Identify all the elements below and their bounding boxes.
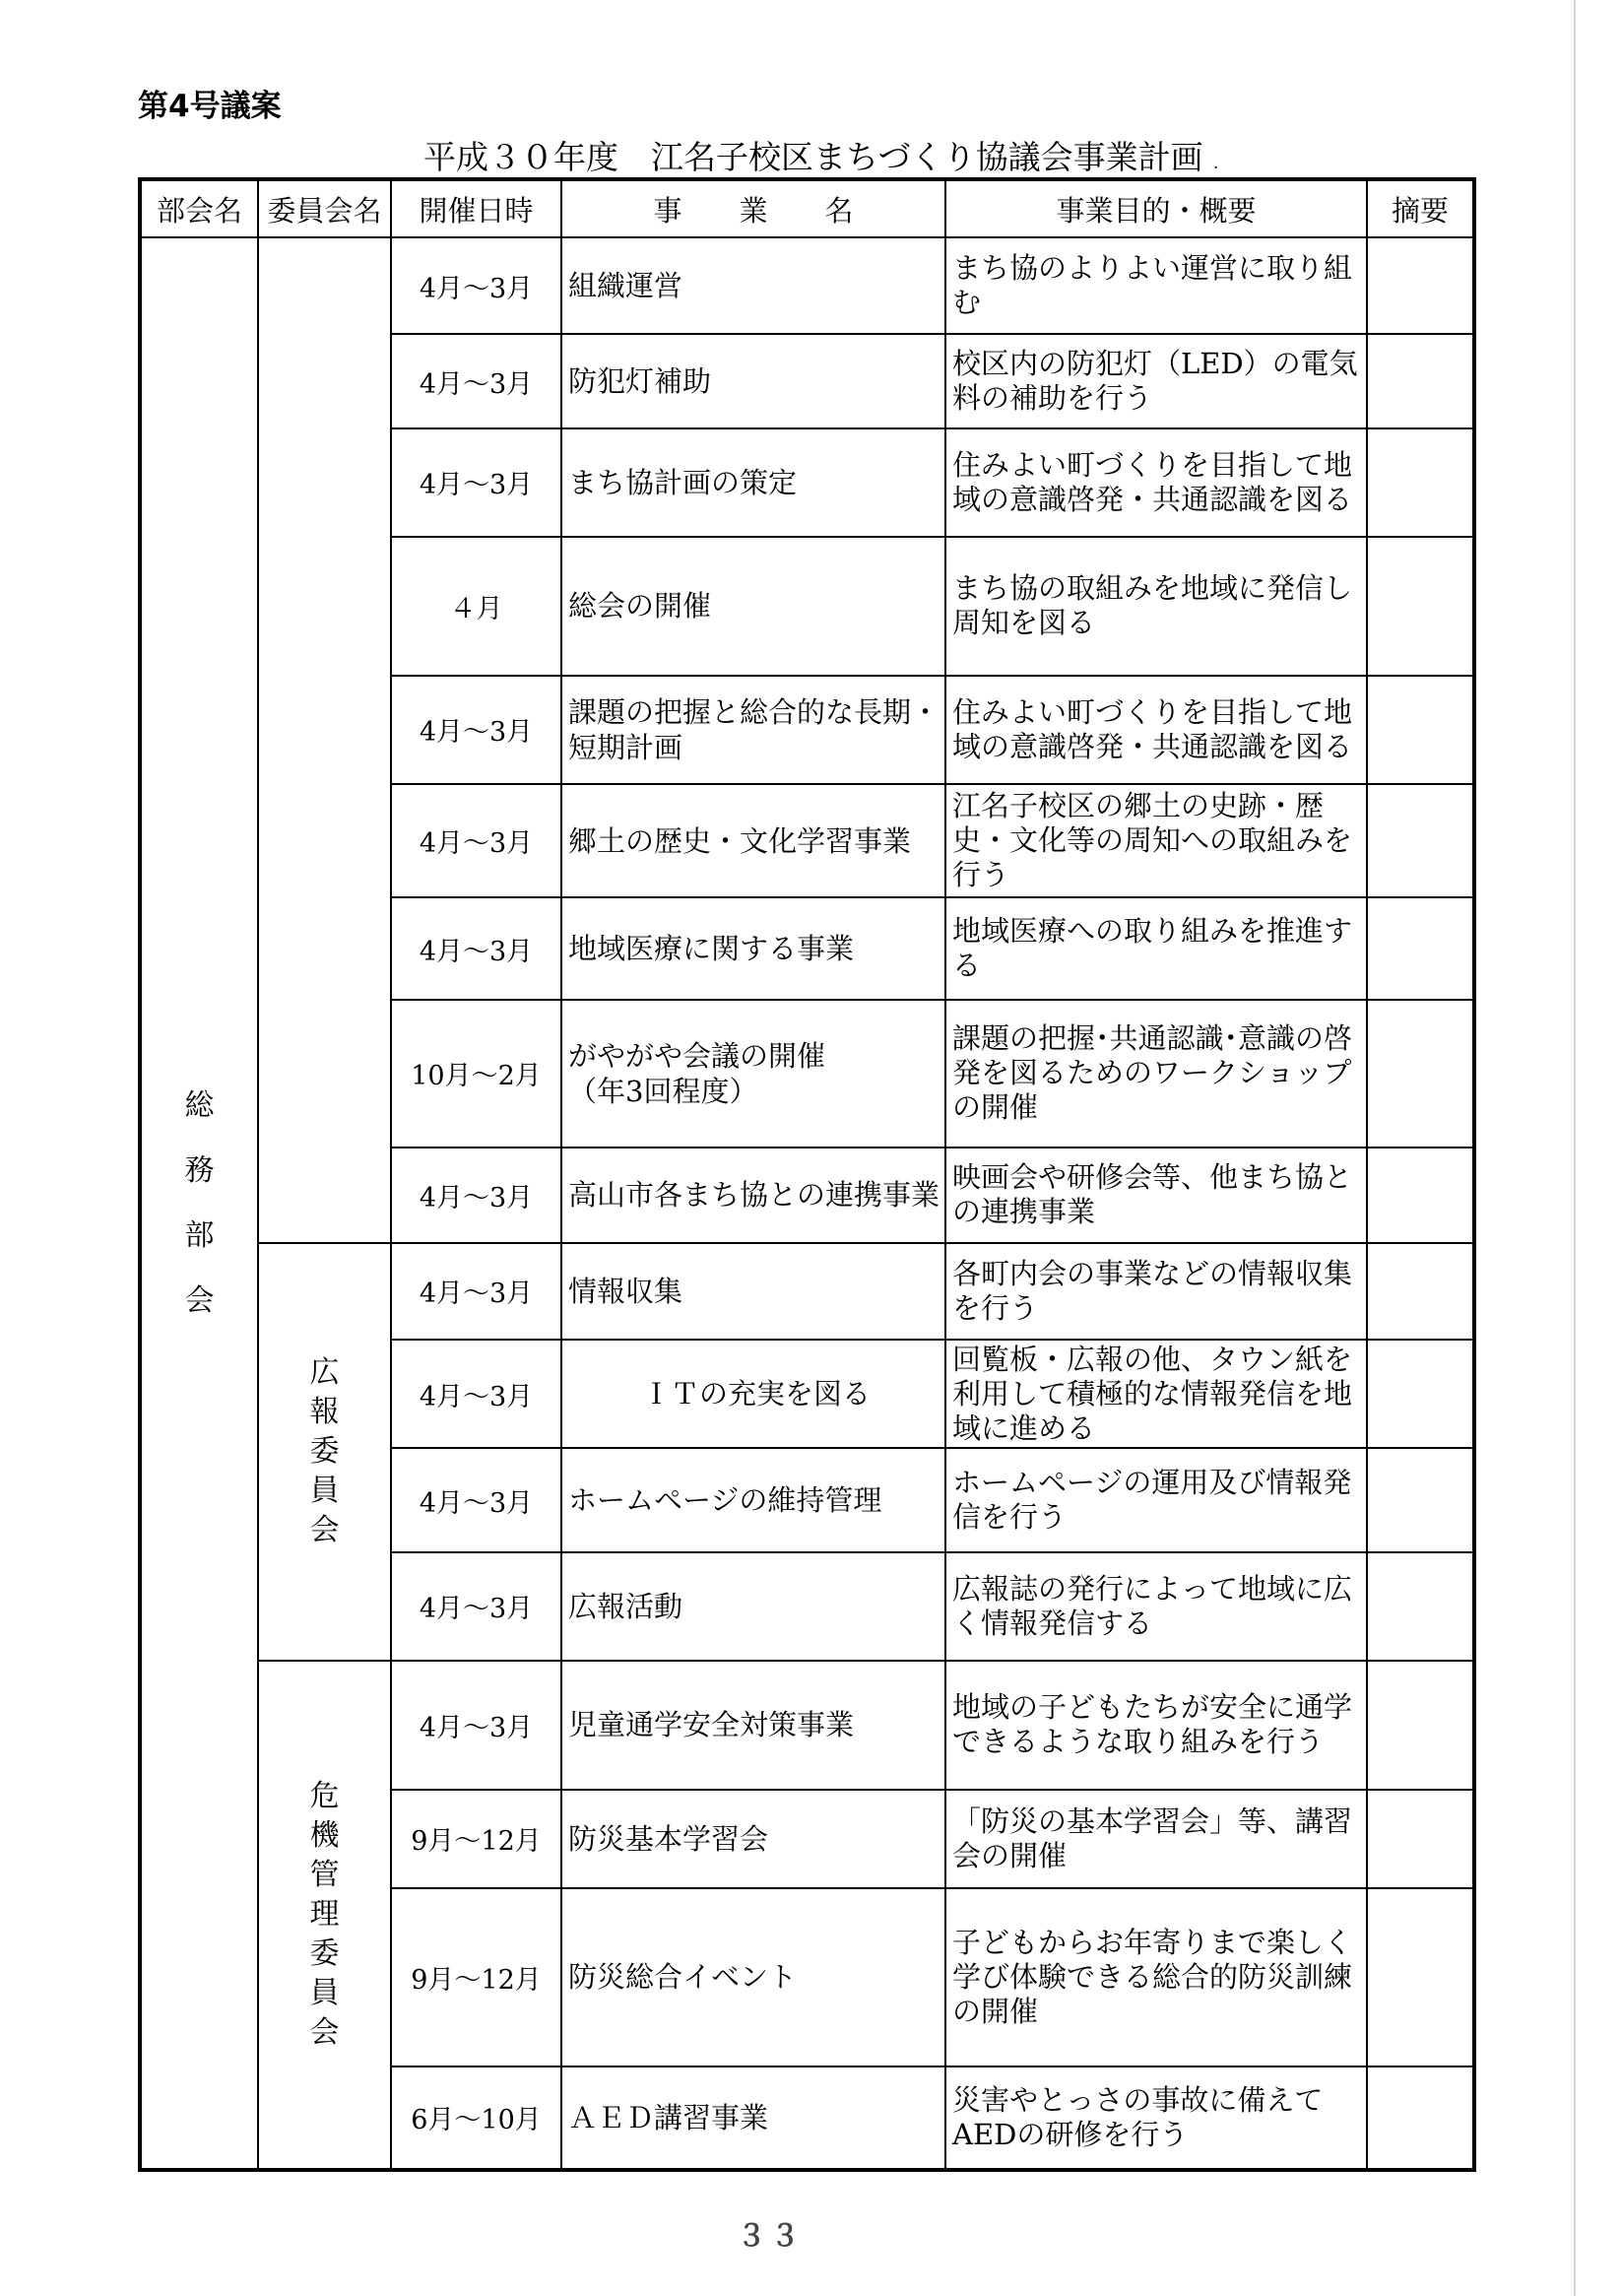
row-purpose: 課題の把握･共通認識･意識の啓発を図るためのワークショップの開催: [945, 1000, 1367, 1148]
row-remarks: [1367, 1448, 1474, 1551]
committee-name-pr: 広報委員会: [309, 1354, 340, 1547]
row-purpose: 住みよい町づくりを目指して地域の意識啓発・共通認識を図る: [945, 428, 1367, 537]
row-purpose: まち協の取組みを地域に発信し周知を図る: [945, 537, 1367, 676]
row-project: 総会の開催: [561, 537, 945, 676]
col-header-date: 開催日時: [391, 179, 561, 237]
row-date: 4月～3月: [391, 784, 561, 897]
table-header-row: [140, 179, 1474, 237]
row-purpose: まち協のよりよい運営に取り組む: [945, 237, 1367, 334]
row-date: ４月: [391, 537, 561, 676]
document-title: [423, 132, 1218, 178]
row-project: まち協計画の策定: [561, 428, 945, 537]
row-date: 4月～3月: [391, 237, 561, 334]
row-remarks: [1367, 237, 1474, 334]
row-project: ホームページの維持管理: [561, 1448, 945, 1551]
col-header-remarks: 摘要: [1367, 179, 1474, 237]
col-header-department: 部会名: [140, 179, 258, 237]
row-remarks: [1367, 784, 1474, 897]
row-project: 郷土の歴史・文化学習事業: [561, 784, 945, 897]
committee-cell-1: [258, 237, 391, 1243]
row-project: 課題の把握と総合的な長期・短期計画: [561, 676, 945, 784]
row-project: 広報活動: [561, 1552, 945, 1661]
row-date: 9月～12月: [391, 1888, 561, 2066]
title-mark: .: [1213, 154, 1219, 172]
row-project: 情報収集: [561, 1243, 945, 1340]
row-remarks: [1367, 334, 1474, 427]
row-purpose: 回覧板・広報の他、タウン紙を利用して積極的な情報発信を地域に進める: [945, 1340, 1367, 1448]
col-header-committee: 委員会名: [258, 179, 391, 237]
row-project-line1: がやがや会議の開催: [568, 1038, 826, 1073]
row-project: 高山市各まち協との連携事業: [561, 1148, 945, 1242]
row-date: 9月～12月: [391, 1790, 561, 1888]
row-remarks: [1367, 428, 1474, 537]
row-purpose: 「防災の基本学習会」等、講習会の開催: [945, 1790, 1367, 1888]
row-project: ＡＥＤ講習事業: [561, 2066, 945, 2170]
col-header-purpose: 事業目的・概要: [945, 179, 1367, 237]
row-date: 4月～3月: [391, 1661, 561, 1789]
row-date: 4月～3月: [391, 1148, 561, 1242]
row-remarks: [1367, 1552, 1474, 1661]
row-remarks: [1367, 1148, 1474, 1242]
row-purpose: 地域の子どもたちが安全に通学できるような取り組みを行う: [945, 1661, 1367, 1789]
row-remarks: [1367, 2066, 1474, 2170]
committee-name-crisis: 危機管理委員会: [309, 1779, 340, 2051]
col-header-project: 事 業 名: [561, 179, 945, 237]
row-purpose: 映画会や研修会等、他まち協との連携事業: [945, 1148, 1367, 1242]
row-purpose: ホームページの運用及び情報発信を行う: [945, 1448, 1367, 1551]
row-remarks: [1367, 1340, 1474, 1448]
row-purpose: 広報誌の発行によって地域に広く情報発信する: [945, 1552, 1367, 1661]
row-purpose: 災害やとっさの事故に備えてAEDの研修を行う: [945, 2066, 1367, 2170]
row-purpose: 住みよい町づくりを目指して地域の意識啓発・共通認識を図る: [945, 676, 1367, 784]
row-purpose: 各町内会の事業などの情報収集を行う: [945, 1243, 1367, 1340]
table-row: [140, 1243, 1474, 1340]
department-name: 総務部会: [184, 1087, 215, 1318]
row-project: 児童通学安全対策事業: [561, 1661, 945, 1789]
row-project: 防災総合イベント: [561, 1888, 945, 2066]
row-project: 地域医療に関する事業: [561, 897, 945, 999]
row-project-multi: [561, 1000, 945, 1148]
row-project: 防災基本学習会: [561, 1790, 945, 1888]
row-remarks: [1367, 1790, 1474, 1888]
row-purpose: 江名子校区の郷土の史跡・歴史・文化等の周知への取組みを行う: [945, 784, 1367, 897]
row-purpose: 子どもからお年寄りまで楽しく学び体験できる総合的防災訓練の開催: [945, 1888, 1367, 2066]
row-remarks: [1367, 897, 1474, 999]
row-date: 4月～3月: [391, 1340, 561, 1448]
agenda-label: 第4号議案: [138, 89, 282, 124]
page-number: ３３: [737, 2219, 804, 2254]
row-remarks: [1367, 1000, 1474, 1148]
row-remarks: [1367, 1243, 1474, 1340]
row-purpose: 校区内の防犯灯（LED）の電気料の補助を行う: [945, 334, 1367, 427]
row-remarks: [1367, 676, 1474, 784]
committee-cell-2: [258, 1243, 391, 1662]
row-remarks: [1367, 1661, 1474, 1789]
row-date: 4月～3月: [391, 1448, 561, 1551]
row-remarks: [1367, 537, 1474, 676]
row-date: 4月～3月: [391, 334, 561, 427]
row-project: ＩＴの充実を図る: [561, 1340, 945, 1448]
row-date: 4月～3月: [391, 676, 561, 784]
row-project-line2: （年3回程度）: [568, 1074, 758, 1108]
row-project: 組織運営: [561, 237, 945, 334]
document-title-text: 平成３０年度 江名子校区まちづくり協議会事業計画: [423, 138, 1203, 176]
department-cell: [140, 237, 258, 2170]
committee-cell-3: [258, 1661, 391, 2170]
row-date: 4月～3月: [391, 1243, 561, 1340]
row-date: 4月～3月: [391, 428, 561, 537]
row-remarks: [1367, 1888, 1474, 2066]
row-date: 6月～10月: [391, 2066, 561, 2170]
table-row: [140, 1661, 1474, 1789]
table-row: [140, 237, 1474, 334]
page-edge-line: [1574, 0, 1576, 2296]
plan-table: [138, 177, 1476, 2172]
row-project: 防犯灯補助: [561, 334, 945, 427]
row-date: 4月～3月: [391, 897, 561, 999]
row-date: 10月～2月: [391, 1000, 561, 1148]
row-date: 4月～3月: [391, 1552, 561, 1661]
row-purpose: 地域医療への取り組みを推進する: [945, 897, 1367, 999]
